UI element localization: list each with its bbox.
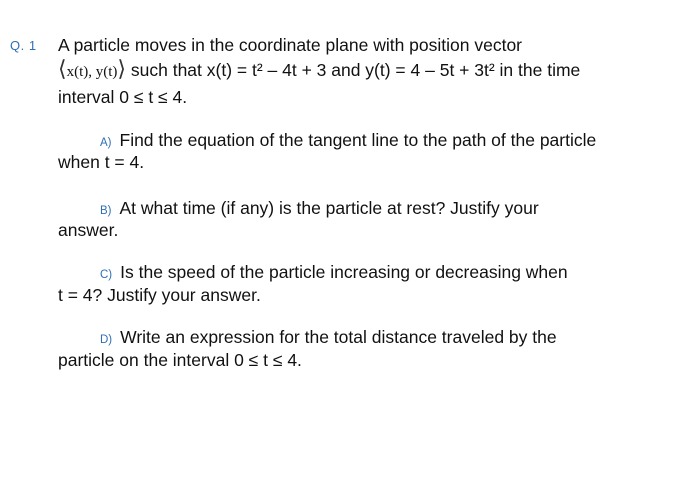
- part-d-tag: D): [100, 334, 113, 346]
- part-b-tag: B): [100, 205, 112, 217]
- part-d-line-1: [100, 326, 557, 351]
- part-b-text-1: At what time (if any) is the particle at rest? Justify your: [119, 198, 539, 218]
- right-angle-bracket: ⟩: [117, 56, 127, 81]
- part-b-line-1: [100, 197, 539, 222]
- question-stem-line-2: [58, 58, 580, 83]
- question-stem-line-1: A particle moves in the coordinate plane with position vector: [58, 35, 523, 55]
- part-c-line-2: t = 4? Justify your answer.: [58, 285, 261, 305]
- position-vector: x(t), y(t): [66, 64, 118, 80]
- part-a-text-1: Find the equation of the tangent line to the path of the particle: [119, 130, 597, 150]
- part-c-tag: C): [100, 269, 113, 281]
- question-number: Q. 1: [10, 38, 37, 53]
- part-d-text-1: Write an expression for the total distance traveled by the: [120, 327, 557, 347]
- part-a-tag: A): [100, 137, 112, 149]
- part-c-text-1: Is the speed of the particle increasing or decreasing when: [120, 262, 568, 282]
- left-angle-bracket: ⟨: [58, 56, 67, 81]
- question-stem-line-3: interval 0 ≤ t ≤ 4.: [58, 87, 188, 107]
- part-c-line-1: [100, 261, 568, 286]
- question-stem-line-2-text: such that x(t) = t² – 4t + 3 and y(t) = 4 – 5t + 3t² in the time: [126, 60, 581, 80]
- part-b-line-2: answer.: [58, 220, 119, 240]
- part-a-line-1: [100, 129, 596, 154]
- part-d-line-2: particle on the interval 0 ≤ t ≤ 4.: [58, 350, 302, 370]
- part-a-line-2: when t = 4.: [58, 152, 145, 172]
